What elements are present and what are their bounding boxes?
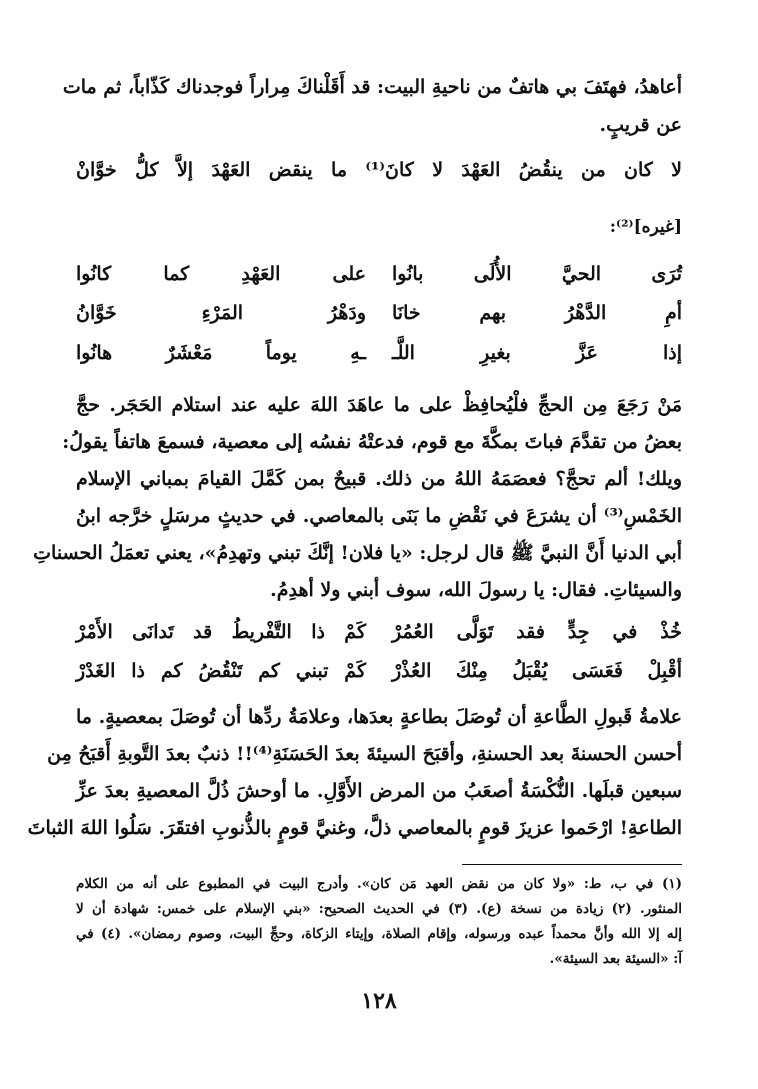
text-line: ويلك! ألم تحجَّ؟ فعصَمَهُ اللهُ من ذلك. قبيحٌ بمن كَمَّلَ القيامَ بمباني الإسلام — [76, 468, 682, 490]
verse-hemistich-first: أقْبِلْ فَعَسَى يُقْبَلُ مِنْكَ العُذْرْ — [392, 660, 682, 682]
text-line: مَنْ رَجَعَ مِن الحجِّ فلْيُحافِظْ على ما عاهَدَ اللهَ عليه عند استلام الحَجَر. حجَّ — [76, 394, 682, 416]
verse-hemistich-first: خُذْ في جِدٍّ فقد تَوَلَّى العُمُرْ — [392, 621, 682, 643]
footnote-line: (١) في ب، ط: «ولا كان من نقض العهد مَن كان». وأدرج البيت في المطبوع على أنه من الكلام — [76, 876, 682, 892]
text-line: أبي الدنيا أَنَّ النبيَّ ﷺ قال لرجل: «يا فلان! إنَّكَ تبني وتهدِمُ»، يعني تعمَلُ الحسناتِ — [33, 542, 682, 564]
poem-line: لا كان من ينقُضُ العَهْدَ لا كانَ⁽¹⁾ ما ينقض العَهْدَ إلاَّ كلُّ خوَّانْ — [76, 159, 682, 181]
footnote-line: آ: «السيئة بعد السيئة». — [549, 951, 682, 967]
verse — [76, 255, 682, 293]
page-number: ١٢٨ — [361, 988, 397, 1014]
verse — [76, 613, 682, 651]
text-line: سبعين قبلَها. النُّكْسَةُ أصعَبُ من المرض الأَوَّلِ. ما أوحشَ ذُلَّ المعصيةِ بعدَ عزِّ — [76, 780, 682, 802]
text-line: بعضُ من تقدَّمَ فباتَ بمكَّةَ مع قوم، فدعتْهُ نفسُه إلى معصية، فسمعَ هاتفاً يقولُ: — [62, 431, 682, 453]
text-line: والسيئاتِ. فقال: يا رسولَ الله، سوف أبني ولا أهدِمُ. — [270, 579, 682, 601]
footnote-line: إله إلا الله وأنَّ محمداً عبده ورسوله، وإقام الصلاة، وإيتاء الزكاة، وحجِّ البيت، وصوم رمضان». (٤) في — [76, 926, 683, 942]
verse-hemistich-first: تُرَى الحيَّ الأُلَى بانُوا — [392, 263, 682, 285]
verse — [76, 334, 682, 372]
text-line: علامةُ قَبولِ الطَّاعةِ أن تُوصَلَ بطاعةٍ بعدَها، وعلامَةُ ردِّها أن تُوصَلَ بمعصيةٍ. ما — [76, 706, 682, 728]
verse — [76, 652, 682, 690]
verse-hemistich-second: كَمْ ذا التَّفْريطُ قد تَدانَى الأَمْرْ — [76, 621, 366, 643]
verse-hemistich-second: ـهِ يوماً مَعْشَرٌ هانُوا — [76, 342, 366, 364]
verse-hemistich-second: على العَهْدِ كما كانُوا — [76, 263, 366, 285]
footnote-separator — [462, 864, 682, 865]
text-line: أعاهدُ، فهتَفَ بي هاتفٌ من ناحيةِ البيت: قد أَقَلْناكَ مِراراً فوجدناك كَذّاباً، ثم مات — [62, 76, 682, 98]
verse — [76, 294, 682, 332]
verse-hemistich-second: ودَهْرُ المَرْءِ خَوَّانُ — [76, 302, 366, 324]
text-line: عن قريبٍ. — [599, 114, 682, 136]
footnote-line: المنثور. (٢) زيادة من نسخة (ع). (٣) في الحديث الصحيح: «بني الإسلام على خمس: شهادة أن لا — [76, 901, 682, 917]
text-line: الخَمْسِ⁽³⁾ أن يشرَعَ في نَقْضِ ما بَنَى بالمعاصي. في حديثٍ مرسَلٍ خرَّجه ابنُ — [76, 505, 682, 527]
text-line: الطاعةِ! ارْحَموا عزيزَ قومٍ بالمعاصي ذلَّ، وغنيَّ قومٍ بالذُّنوبِ افتقَرَ. سَلُوا اللهَ الثباتَ — [27, 817, 682, 839]
text-line: أحسن الحسنةَ بعد الحسنةِ، وأقبَحَ السيئةَ بعدَ الحَسَنَةِ⁽⁴⁾!! ذنبٌ بعدَ التَّوبةِ أَقبَحُ مِن — [47, 743, 682, 765]
verse-hemistich-second: كَمْ تبني كم تَنْقُضُ كم ذا الغَدْرْ — [76, 660, 366, 682]
poem-attribution: [غيره]⁽²⁾: — [609, 217, 682, 237]
verse-hemistich-first: إذا عَزَّ بغيرِ اللَّـ — [392, 342, 682, 364]
verse-hemistich-first: أمِ الدَّهْرُ بهم خانَا — [392, 302, 682, 324]
